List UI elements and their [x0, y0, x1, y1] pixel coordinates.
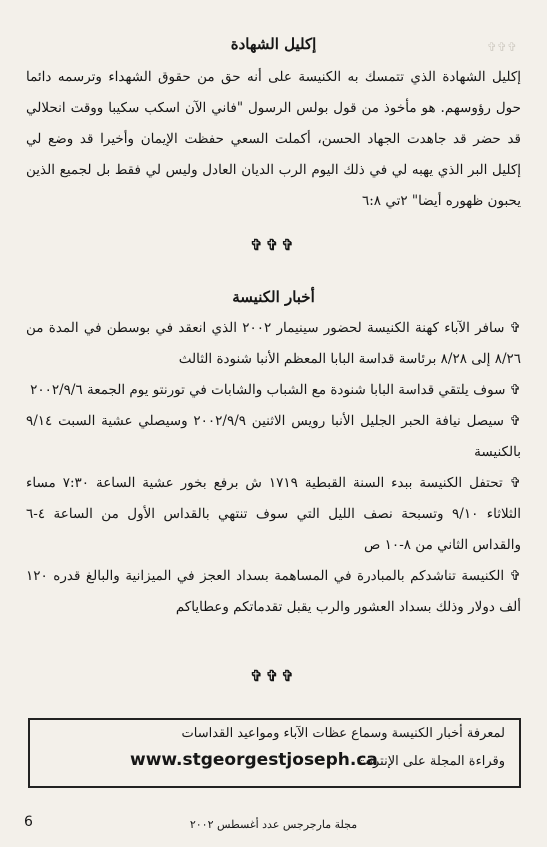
info-box-line: وقراءة المجلة على الإنترنت [356, 754, 505, 769]
news-item: ✞ سيصل نيافة الحبر الجليل الأنبا رويس الاثنين ٢٠٠٢/٩/٩ وسيصلي عشية السبت ٩/١٤ بالكنيسة [26, 413, 521, 460]
news-item: ✞ سوف يلتقي قداسة البابا شنودة مع الشباب والشابات في تورنتو يوم الجمعة ٢٠٠٢/٩/٦ [30, 382, 521, 398]
news-item: ✞ تحتفل الكنيسة ببدء السنة القبطية ١٧١٩ ش برفع بخور عشية الساعة ٧:٣٠ مساء الثلاثاء ٩/١٠ وتسبحة نصف الليل التي سوف تنتهي بالقداس الأول من الساعة ٤-٦ والقداس الثاني من ٨-١٠ ص [26, 475, 522, 553]
news-item: ✞ سافر الآباء كهنة الكنيسة لحضور سينيمار ٢٠٠٢ الذي انعقد في بوسطن في المدة من ٨/٢٦ إلى ٨/٢٨ برئاسة قداسة البابا المعظم الأنبا شنودة الثالث [26, 320, 521, 367]
website-info-box [28, 718, 521, 788]
cross-separator: ✞✞✞ [250, 667, 297, 685]
page-number: 6 [24, 814, 33, 830]
website-url-link[interactable]: www.stgeorgestjoseph.ca [130, 750, 378, 770]
article-body-martyrdom: إكليل الشهادة الذي تتمسك به الكنيسة على أنه حق من حقوق الشهداء وترسمه دائما حول رؤوسهم. هو مأخوذ من قول بولس الرسول "فاني الآن اسكب سكيبا ووقت انحلالي قد حضر قد جاهدت الجهاد الحسن، أكملت السعي حفظت الإيمان وأخيرا قد وضع لي إكليل البر الذي يهبه لي في ذلك اليوم الرب الديان العادل وليس لي فقط بل لجميع الذين يحبون ظهوره أيضا" ٢تي ٦:٨ [26, 69, 521, 209]
bleed-through-text: ✞✞✞ [486, 40, 517, 54]
cross-separator: ✞✞✞ [250, 236, 297, 254]
article-title-martyrdom: إكليل الشهادة [230, 35, 317, 53]
article-title-church-news: أخبار الكنيسة [232, 288, 315, 306]
church-news-list [26, 313, 521, 623]
info-box-line: لمعرفة أخبار الكنيسة وسماع عظات الآباء ومواعيد القداسات [181, 726, 505, 741]
news-item: ✞ الكنيسة تناشدكم بالمبادرة في المساهمة بسداد العجز في الميزانية والبالغ قدره ١٢٠ ألف دولار وذلك بسداد العشور والرب يقبل تقدماتكم وعطاياكم [26, 568, 521, 615]
magazine-footer: مجلة مارجرجس عدد أغسطس ٢٠٠٢ [189, 818, 358, 831]
